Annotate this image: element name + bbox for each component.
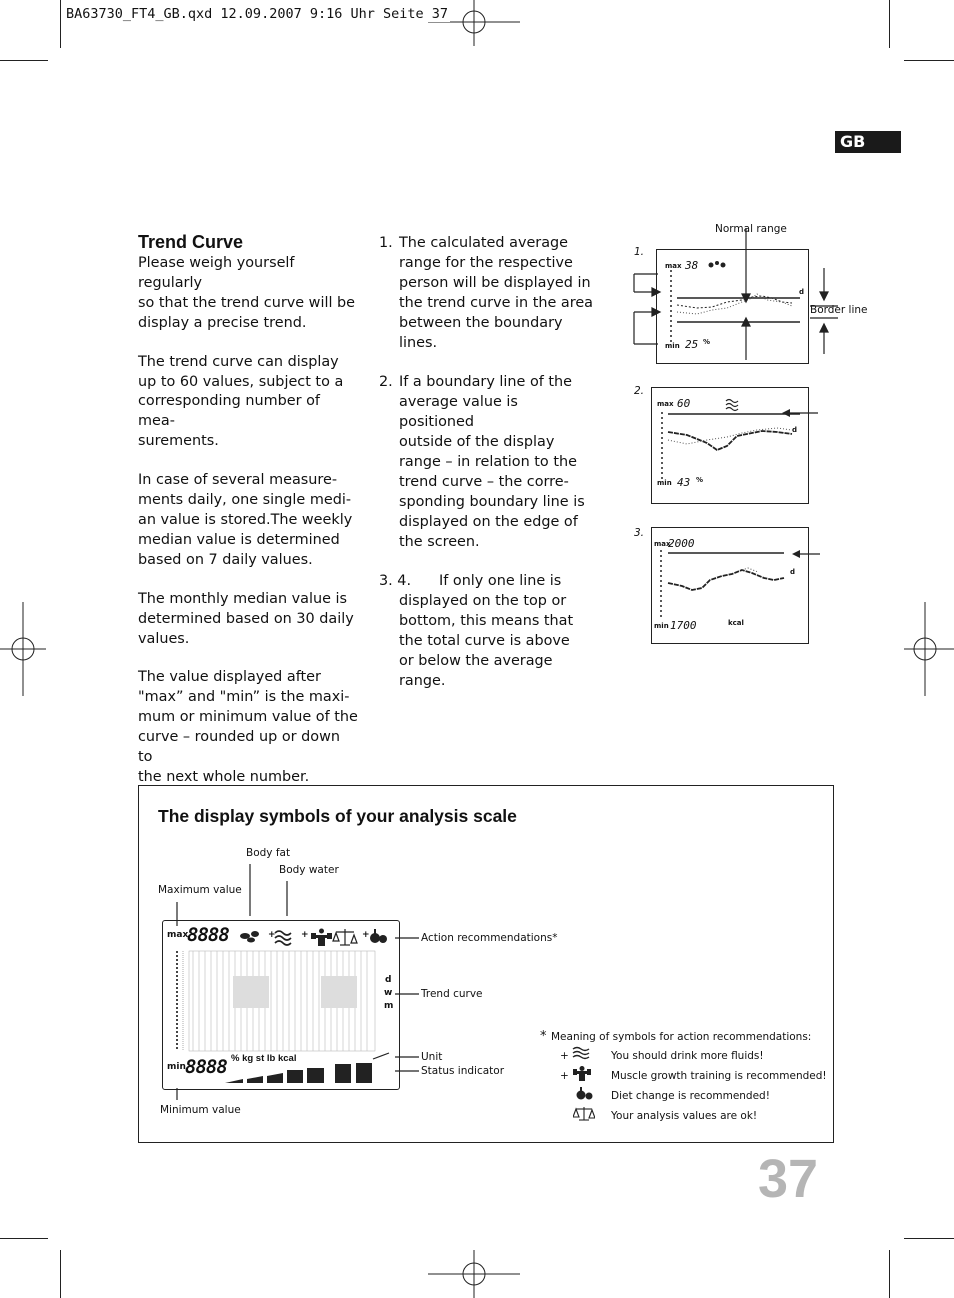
text-line: trend curve – the corre- <box>399 473 569 490</box>
figure-1-number: 1. <box>634 246 645 258</box>
text-line: In case of several measure- <box>138 472 338 489</box>
footnote-text: You should drink more fluids! <box>611 1050 764 1062</box>
text-line: displayed on the top or <box>399 593 567 610</box>
figure-3-display <box>651 527 809 644</box>
step-2 <box>379 373 594 552</box>
text-line: displayed on the edge of <box>399 513 578 530</box>
unit-label: % <box>703 338 711 346</box>
min-value: 43 <box>677 476 691 489</box>
lcd-max-digits: 8888 <box>187 924 229 946</box>
lcd-min-label: min <box>167 1062 186 1072</box>
text-line: values. <box>138 630 190 647</box>
text-line: average value is positioned <box>399 394 518 431</box>
text-line: The calculated average <box>399 235 569 251</box>
unit-label: kcal <box>728 619 744 627</box>
muscle-training-icon <box>311 929 332 947</box>
text-line: range for the respective <box>399 254 573 271</box>
footnote-heading: Meaning of symbols for action recommendations: <box>551 1031 812 1043</box>
unit-label: % <box>696 476 704 484</box>
max-label: max <box>654 540 671 548</box>
text-line: bottom, this means that <box>399 613 574 630</box>
lcd-units: % kg st lb kcal <box>231 1053 297 1064</box>
text-line: the trend curve in the area <box>399 294 593 311</box>
step-1 <box>379 234 594 353</box>
status-indicator <box>225 1063 372 1083</box>
display-symbols-box <box>138 785 834 1143</box>
plus-sign: + <box>268 930 276 940</box>
action-recommendations-label: Action recommendations* <box>421 932 558 944</box>
max-label: max <box>657 400 674 408</box>
text-line: ments daily, one single medi- <box>138 492 352 509</box>
text-line: an value is stored.The weekly <box>138 511 353 528</box>
text-line: lines. <box>399 334 438 351</box>
text-line: mum or minimum value of the <box>138 709 358 726</box>
water-waves-icon <box>275 931 291 945</box>
text-line: based on 7 daily values. <box>138 551 313 568</box>
text-line: the total curve is above <box>399 633 570 650</box>
trend-graph <box>652 528 808 643</box>
text-line: so that the trend curve will be <box>138 294 356 311</box>
normal-range-label: Normal range <box>715 223 787 235</box>
period-label: d <box>799 288 805 296</box>
paragraph-4 <box>138 590 358 650</box>
footnote-text: Your analysis values are ok! <box>611 1110 758 1122</box>
min-label: min <box>654 622 669 630</box>
max-value: 60 <box>677 397 691 410</box>
footnote-star: * <box>540 1029 547 1044</box>
paragraph-3 <box>138 471 358 571</box>
text-line: display a precise trend. <box>138 314 307 331</box>
text-line: surements. <box>138 433 219 450</box>
print-header: BA63730_FT4_GB.qxd 12.09.2007 9:16 Uhr Seite 37 <box>66 6 449 22</box>
paragraph-1 <box>138 254 358 334</box>
trend-curve-label: Trend curve <box>421 988 483 1000</box>
trend-area <box>189 951 375 1051</box>
footnote-text: Muscle growth training is recommended! <box>611 1070 827 1082</box>
period-month: m <box>384 1001 394 1011</box>
water-waves-icon <box>572 1046 590 1060</box>
footnote-prefix: + <box>560 1070 569 1082</box>
body-fat-label: Body fat <box>246 847 291 859</box>
lcd-max-label: max <box>167 930 189 940</box>
section-title: Trend Curve <box>138 232 244 252</box>
status-indicator-label: Status indicator <box>421 1065 505 1077</box>
text-line: the next whole number. <box>138 768 310 785</box>
text-line: up to 60 values, subject to a <box>138 373 344 390</box>
figure-1-annotations <box>604 220 844 370</box>
paragraph-2 <box>138 353 358 453</box>
page-number: 37 <box>758 1149 819 1209</box>
text-line: or below the average <box>399 653 553 669</box>
min-label: min <box>665 342 680 350</box>
step-3-4 <box>379 572 594 691</box>
period-day: d <box>385 975 392 985</box>
period-label: d <box>792 426 798 434</box>
step-number: 3. 4. <box>379 573 412 590</box>
diet-apple-icon <box>576 1087 594 1101</box>
minimum-value-label: Minimum value <box>160 1104 241 1116</box>
figure-2-arrow <box>780 405 820 421</box>
lcd-min-digits: 8888 <box>185 1056 227 1078</box>
text-line: curve – rounded up or down to <box>138 729 340 766</box>
trend-curve-section <box>138 232 358 788</box>
text-line: The value displayed after <box>138 669 321 686</box>
plus-sign: + <box>301 930 309 940</box>
text-line: sponding boundary line is <box>399 493 585 510</box>
figure-3-arrow <box>790 546 822 562</box>
text-line: If a boundary line of the <box>399 374 573 391</box>
scales-ok-icon <box>573 1106 595 1121</box>
text-line: the screen. <box>399 533 480 550</box>
min-label: min <box>657 479 672 487</box>
scales-ok-icon <box>333 929 357 945</box>
text-line: "max” and "min” is the maxi- <box>138 689 350 706</box>
muscle-training-icon <box>572 1066 592 1082</box>
step-number: 2. <box>379 374 393 391</box>
min-value: 1700 <box>670 619 697 632</box>
plus-sign: + <box>362 930 370 940</box>
figure-2-number: 2. <box>634 385 645 397</box>
text-line: If only one line is <box>439 573 562 590</box>
symbols-title: The display symbols of your analysis scale <box>158 806 517 826</box>
border-line-label: Border line <box>810 304 868 316</box>
max-value: 2000 <box>668 537 695 550</box>
text-line: determined based on 30 daily <box>138 610 354 627</box>
footnote-prefix: + <box>560 1050 569 1062</box>
text-line: person will be displayed in <box>399 274 591 291</box>
numbered-explanations <box>379 234 594 712</box>
text-line: corresponding number of mea- <box>138 393 320 430</box>
unit-label: Unit <box>421 1051 443 1063</box>
text-line: between the boundary <box>399 314 563 331</box>
body-water-label: Body water <box>279 864 339 876</box>
maximum-value-label: Maximum value <box>158 884 242 896</box>
period-label: d <box>790 568 796 576</box>
paragraph-5 <box>138 668 358 787</box>
text-line: The trend curve can display <box>138 353 339 370</box>
footnote-text: Diet change is recommended! <box>611 1090 770 1102</box>
language-tab: GB <box>835 131 901 153</box>
text-line: median value is determined <box>138 531 340 548</box>
body-fat-icon <box>240 931 259 943</box>
max-value: 38 <box>685 259 699 272</box>
step-number: 1. <box>379 235 393 251</box>
period-week: w <box>384 988 393 998</box>
lcd-graphics <box>163 921 399 1089</box>
text-line: outside of the display <box>399 434 555 451</box>
max-label: max <box>665 262 682 270</box>
text-line: range. <box>399 672 446 689</box>
figure-3-number: 3. <box>634 527 645 539</box>
lcd-display <box>162 920 400 1090</box>
text-line: Please weigh yourself regularly <box>138 255 295 291</box>
diet-apple-icon <box>370 929 387 943</box>
min-value: 25 <box>685 338 699 351</box>
text-line: The monthly median value is <box>138 590 348 607</box>
text-line: range – in relation to the <box>399 453 577 470</box>
